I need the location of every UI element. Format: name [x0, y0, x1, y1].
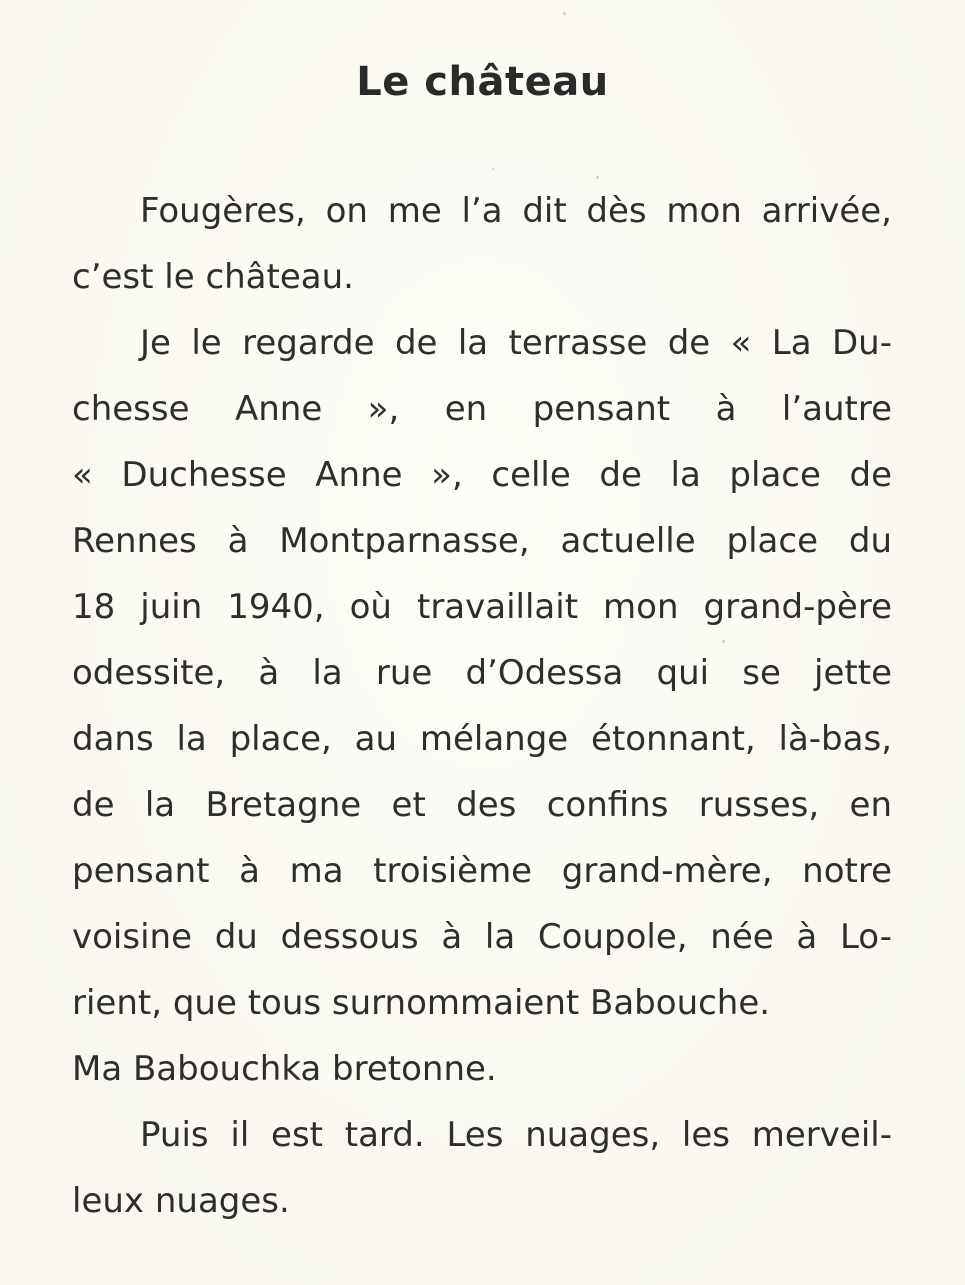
text-line: voisine du dessous à la Coupole, née à Lo- — [72, 917, 892, 957]
text-line: rient, que tous surnommaient Babouche. — [72, 983, 771, 1023]
text-line: Fougères, on me l’a dit dès mon arrivée, — [140, 191, 892, 231]
text-line: « Duchesse Anne », celle de la place de — [72, 455, 892, 495]
text-line: pensant à ma troisième grand-mère, notre — [72, 851, 892, 891]
text-line: de la Bretagne et des confins russes, en — [72, 785, 892, 825]
text-line: Rennes à Montparnasse, actuelle place du — [72, 521, 892, 561]
text-line: Puis il est tard. Les nuages, les merveil- — [140, 1115, 892, 1155]
page-title: Le château — [356, 59, 609, 105]
paper-speck — [596, 176, 599, 179]
text-line: chesse Anne », en pensant à l’autre — [72, 389, 892, 429]
paper-speck — [722, 640, 725, 643]
paper-speck — [563, 12, 566, 15]
text-line: Je le regarde de la terrasse de « La Du- — [140, 323, 892, 363]
paper-speck — [492, 168, 494, 170]
text-line: leux nuages. — [72, 1181, 290, 1221]
text-line: dans la place, au mélange étonnant, là-bas, — [72, 719, 892, 759]
text-line: Ma Babouchka bretonne. — [72, 1049, 497, 1089]
text-line: 18 juin 1940, où travaillait mon grand-père — [72, 587, 892, 627]
text-line: c’est le château. — [72, 257, 354, 297]
text-line: odessite, à la rue d’Odessa qui se jette — [72, 653, 892, 693]
